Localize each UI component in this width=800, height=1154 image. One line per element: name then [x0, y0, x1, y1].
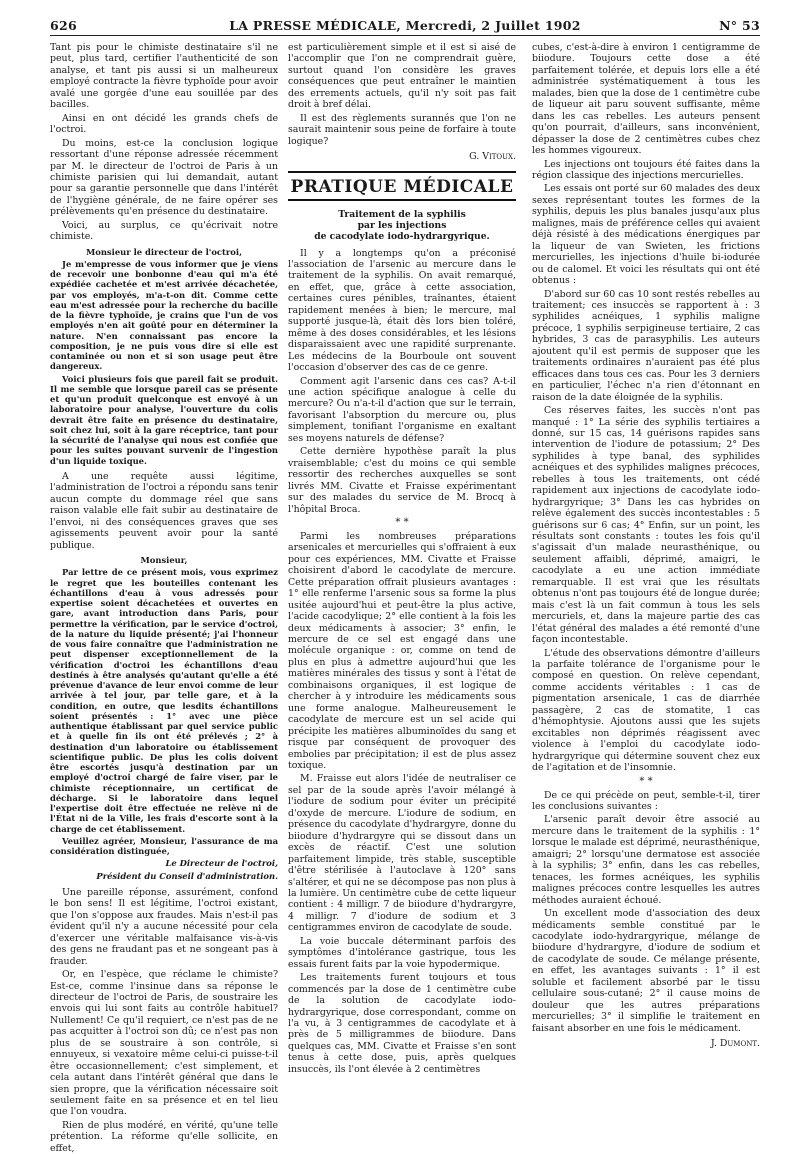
section-title: PRATIQUE MÉDICALE [288, 171, 516, 201]
journal-title: LA PRESSE MÉDICALE, Mercredi, 2 Juillet 1902 [229, 18, 581, 33]
octroi-letter [50, 555, 278, 881]
letter-salutation: Monsieur, [140, 555, 188, 566]
letter-paragraph: Je m'empresse de vous informer que je viens de recevoir une bonbonne d'eau qui m'a été expédiée cachetée et m'est arrivée décachetée, par vos employés, m'a-t-on dit. Comme cette eau m'est adressée pour la recherche du bacille de la fièvre typhoïde, je crains que l'un de vos employés n'en ait goûté pour en déterminer la nature. N'en connaissant pas encore la composition, je ne puis vous dire si elle est contaminée ou non et si son usage peut être dangereux. [50, 258, 278, 372]
paragraph: cubes, c'est-à-dire à environ 1 centigramme de biiodure. Toujours cette dose a été parfaitement tolérée, et depuis lors elle a été administrée systématiquement à tous les malades, bien que la dose de 1 centimètre cube de liqueur ait paru souvent suffisante, même dans les cas rebelles. Les auteurs pensent qu'on pourrait, d'ailleurs, sans inconvénient, dépasser la dose de 2 centimètres cubes chez les hommes vigoureux. [532, 42, 760, 157]
letter-paragraph: Voici plusieurs fois que pareil fait se produit. Il me semble que lorsque pareil cas se présente et qu'un produit quelconque est envoyé à un laboratoire pour analyse, l'ouverture du colis devrait être faite en présence du destinataire, soit chez lui, soit à la gare réceptrice, tant pour la sécurité de l'analyse qui nous est confiée que pour les suites pouvant survenir de l'ingestion d'un liquide toxique. [50, 373, 278, 466]
paragraph: A une requête aussi légitime, l'administration de l'octroi a répondu sans tenir aucun compte du dommage réel que sans raison valable elle fait subir au destinataire de l'envoi, ni des conséquences graves que ses agissements peuvent avoir pour la santé publique. [50, 470, 278, 551]
paragraph: est particulièrement simple et il est si aisé de l'accomplir que l'on ne comprendrait guère, surtout quand l'on considère les graves conséquences que peut entraîner le maintien des errements actuels, qu'il n'y soit pas fait droit à bref délai. [288, 42, 516, 111]
letter-signature-title: Président du Conseil d'administration. [96, 870, 278, 881]
column-1 [50, 42, 278, 1154]
subtitle-line: Traitement de la syphilis [338, 208, 466, 220]
column-2 [288, 42, 516, 1075]
article-author: G. Vitoux. [469, 151, 516, 163]
paragraph: L'arsenic paraît devoir être associé au mercure dans le traitement de la syphilis : 1° lorsque le malade est déprimé, neurasthénique, amaigri; 2° lorsqu'une dermatose est associée à la syphilis; 3° enfin, dans les cas rebelles, tenaces, les formes acnéiques, les syphilis malignes précoces contre lesquelles les autres méthodes auraient échoué. [532, 814, 760, 906]
paragraph: Une pareille réponse, assurément, confond le bon sens! Il est légitime, l'octroi existant, que l'on s'oppose aux fraudes. Mais n'est-il pas évident qu'il n'y a aucune nécessité pour cela d'exercer une véritable malfaisance vis-à-vis des gens ne fraudant pas et ne songeant pas à frauder. [50, 886, 278, 967]
paragraph: Or, en l'espèce, que réclame le chimiste? Est-ce, comme l'insinue dans sa réponse le directeur de l'octroi de Paris, de soustraire les envois qui lui sont faits au contrôle habituel? Nullement! Ce qu'il requiert, ce n'est pas de ne pas acquitter à l'octroi son dû; ce n'est pas non plus de se soustraire à son contrôle, si ennuyeux, si vexatoire même celui-ci puisse-t-il être occasionnellement; c'est simplement, et cela autant dans l'intérêt général que dans le sien propre, que la vérification nécessaire soit seulement faite en sa présence et en tel lieu que l'on voudra. [50, 969, 278, 1118]
paragraph: Les injections ont toujours été faites dans la région classique des injections mercurielles. [532, 158, 760, 181]
paragraph: Ainsi en ont décidé les grands chefs de l'octroi. [50, 112, 278, 136]
paragraph: Cette dernière hypothèse paraît la plus vraisemblable; c'est du moins ce qui semble ressortir des recherches auxquelles se sont livrés MM. Civatte et Fraisse expérimentant sur des malades du service de M. Brocq à l'hôpital Broca. [288, 446, 516, 515]
article-author: J. Dumont. [710, 1038, 760, 1050]
subtitle-line: de cacodylate iodo-hydrargyrique. [314, 230, 490, 242]
paragraph: Les traitements furent toujours et tous commencés par la dose de 1 centimètre cube de la solution de cacodylate iodo-hydrargyrique, dose correspondant, comme on l'a vu, à 3 centigrammes de cacodylate et à près de 5 milligrammes de biiodure. Dans quelques cas, MM. Civatte et Fraisse s'en sont tenus à cette dose, puis, après quelques insuccès, ils l'ont élevée à 2 centimètres [288, 972, 516, 1075]
paragraph: Du moins, est-ce la conclusion logique ressortant d'une réponse adressée récemment par M. le directeur de l'octroi de Paris à un chimiste parisien qui lui demandait, autant pour sa garantie personnelle que dans l'intérêt de l'hygiène générale, de ne faire opérer ses prélèvements qu'en présence du destinataire. [50, 137, 278, 218]
paragraph: Ces réserves faites, les succès n'ont pas manqué : 1° La série des syphilis tertiaires a donné, sur 15 cas, 14 guérisons rapides sans intervention de l'iodure de potassium; 2° Des syphilides à type banal, des syphilides acnéiques et des syphilides malignes précoces, rebelles à tous les traitements, ont cédé rapidement aux injections de cacodylate iodo-hydrargyrique; 3° Dans les cas hybrides on relève également des succès incontestables : 5 guérisons sur 6 cas; 4° Enfin, sur un point, les résultats sont constants : toutes les fois qu'il s'agissait d'un malade neurasthénique, ou seulement affaibli, déprimé, amaigri, le cacodylate a eu une action immédiate remarquable. Il est vrai que les résultats obtenus n'ont pas toujours été de longue durée; mais c'est là un fait commun à tous les sels mercuriels, et, dans la majeure partie des cas l'état général des malades a été remonté d'une façon incontestable. [532, 405, 760, 646]
paragraph: Les essais ont porté sur 60 malades des deux sexes représentant toutes les formes de la syphilis, depuis les plus banales jusqu'aux plus malignes, mais de préférence celles qui avaient déjà résisté à des médications énergiques par la liqueur de van Swieten, les frictions mercurielles, les injections d'huile bi-iodurée ou de calomel. Et voici les résultats qui ont été obtenus : [532, 183, 760, 287]
asterism-separator: * * [395, 516, 409, 528]
paragraph: Tant pis pour le chimiste destinataire s'il ne peut, plus tard, certifier l'authenticité de son analyse, et tant pis aussi si un malheureux employé contracte la fièvre typhoïde pour avoir avalé une gorgée d'une eau souillée par des bacilles. [50, 42, 278, 111]
asterism-separator: * * [639, 775, 653, 787]
paragraph: Rien de plus modéré, en vérité, qu'une telle prétention. La réforme qu'elle sollicite, en effet, [50, 1119, 278, 1154]
article-subtitle [288, 209, 516, 242]
paragraph: D'abord sur 60 cas 10 sont restés rebelles au traitement; ces insuccès se rapportent à : 3 syphilides acnéiques, 1 syphilis maligne précoce, 1 syphilis serpigineuse tertiaire, 2 cas hybrides, 3 cas de parasyphilis. Les auteurs ajoutent qu'il est permis de supposer que les traitements ordinaires n'auraient pas été plus efficaces dans tous ces cas. Pour les 3 derniers en particulier, l'échec n'a rien d'étonnant en raison de la date éloignée de la syphilis. [532, 288, 760, 403]
paragraph: M. Fraisse eut alors l'idée de neutraliser ce sel par de la soude après l'avoir mélangé à l'iodure de sodium pour éviter un précipité d'oxyde de mercure. L'iodure de sodium, en présence du cacodylate d'hydrargyre, donne du biiodure d'hydrargyre qui se dissout dans un excès de réactif. C'est une solution parfaitement limpide, très stable, susceptible d'être stérilisée à l'autoclave à 120° sans s'altérer, et qui ne se décompose pas non plus à la lumière. Un centimètre cube de cette liqueur contient : 4 milligr. 7 de biiodure d'hydrargyre, 4 milligr. 7 d'iodure de sodium et 3 centigrammes environ de cacodylate de soude. [288, 773, 516, 934]
paragraph: Un excellent mode d'association des deux médicaments semble constitué par le cacodylate iodo-hydrargyrique, mélange de biiodure d'hydrargyre, d'iodure de sodium et de cacodylate de soude. Ce mélange présente, en effet, les avantages suivants : 1° il est soluble et facilement absorbé par le tissu cellulaire sous-cutané; 2° il cause moins de douleur que les autres préparations mercurielles; 3° il simplifie le traitement en faisant absorber en une fois le médicament. [532, 908, 760, 1034]
subtitle-line: par les injections [357, 219, 447, 231]
letter-signature: Le Directeur de l'octroi, [165, 858, 278, 869]
page-header [50, 18, 760, 34]
header-rule [50, 35, 760, 36]
paragraph: La voie buccale déterminant parfois des symptômes d'intolérance gastrique, tous les essais furent faits par la voie hypodermique. [288, 935, 516, 970]
letter-salutation: Monsieur le directeur de l'octroi, [85, 246, 242, 257]
column-3 [532, 42, 760, 1072]
issue-number: N° 53 [719, 18, 760, 33]
paragraph: De ce qui précède on peut, semble-t-il, tirer les conclusions suivantes : [532, 789, 760, 812]
letter-paragraph: Veuillez agréer, Monsieur, l'assurance de ma considération distinguée, [50, 835, 278, 857]
paragraph: L'étude des observations démontre d'ailleurs la parfaite tolérance de l'organisme pour le composé en question. On relève cependant, comme accidents véritables : 1 cas de pigmentation arsenicale, 1 cas de diarrhée passagère, 2 cas de stomatite, 1 cas d'hémophtysie. Ajoutons aussi que les sujets excitables non déprimés réagissent avec violence à l'emploi du cacodylate iodo-hydrargyrique qui détermine souvent chez eux de l'agitation et de l'insomnie. [532, 647, 760, 774]
paragraph: Il est des règlements surannés que l'on ne saurait maintenir sous peine de forfaire à toute logique? [288, 112, 516, 147]
chemist-letter [50, 247, 278, 466]
paragraph: Comment agit l'arsenic dans ces cas? A-t-il une action spécifique analogue à celle du mercure? Ou n'a-t-il d'action que sur le terrain, favorisant l'absorption du mercure ou, plus simplement, tonifiant l'organisme en exaltant ses moyens naturels de défense? [288, 375, 516, 444]
letter-paragraph: Par lettre de ce présent mois, vous exprimez le regret que les bouteilles contenant les échantillons d'eau à vous adressés pour expertise soient décachetées et ouvertes en gare, avant introduction dans Paris, pour permettre la vérification, par le service d'octroi, de la nature du liquide présenté; j'ai l'honneur de vous faire connaître que l'administration ne peut dispenser exceptionnellement de la vérification d'octroi les échantillons d'eau destinés à être analysés qu'autant qu'elle a été prévenue d'avance de leur envoi comme de leur arrivée à tel jour, par telle gare, et à la condition, en outre, que lesdits échantillons soient présentés : 1° avec une pièce authentique établissant par quel service public et à quelle fin ils ont été prélevés ; 2° à destination d'un laboratoire ou établissement scientifique public. De plus les colis doivent être escortés jusqu'à destination par un employé d'octroi chargé de faire viser, par le chimiste réceptionnaire, un certificat de décharge. Si le laboratoire dans lequel l'expertise doit être effectuée ne relève ni de l'État ni de la Ville, les frais d'escorte sont à la charge de cet établissement. [50, 567, 278, 834]
page-number: 626 [50, 18, 77, 33]
paragraph: Il y a longtemps qu'on a préconisé l'association de l'arsenic au mercure dans le traitement de la syphilis. On avait remarqué, en effet, que, grâce à cette association, certaines cures pénibles, traînantes, étaient rapidement menées à bien; le mercure, mal supporté jusque-là, était dès lors bien toléré, même à des doses considérables, et les lésions disparaissaient avec une rapidité surprenante. Les médecins de la Bourboule ont souvent l'occasion d'observer des cas de ce genre. [288, 247, 516, 374]
paragraph: Parmi les nombreuses préparations arsenicales et mercurielles qui s'offraient à eux pour ces expériences, MM. Civatte et Fraisse choisirent d'abord le cacodylate de mercure. Cette préparation offrait plusieurs avantages : 1° elle renferme l'arsenic sous sa forme la plus usitée aujourd'hui et peut-être la plus active, l'acide cacodylique; 2° elle contient à la fois les deux médicaments à associer; 3° enfin, le mercure de ce sel est engagé dans une molécule organique : or, comme on tend de plus en plus à admettre aujourd'hui que les matières minérales des tissus y sont à l'état de combinaisons organiques, il est logique de chercher à y introduire les médicaments sous une forme analogue. Malheureusement le cacodylate de mercure est un sel acide qui précipite les matières albuminoïdes du sang et risque par conséquent de provoquer des embolies par précipitation; il est de plus assez toxique. [288, 530, 516, 772]
paragraph: Voici, au surplus, ce qu'écrivait notre chimiste. [50, 219, 278, 243]
